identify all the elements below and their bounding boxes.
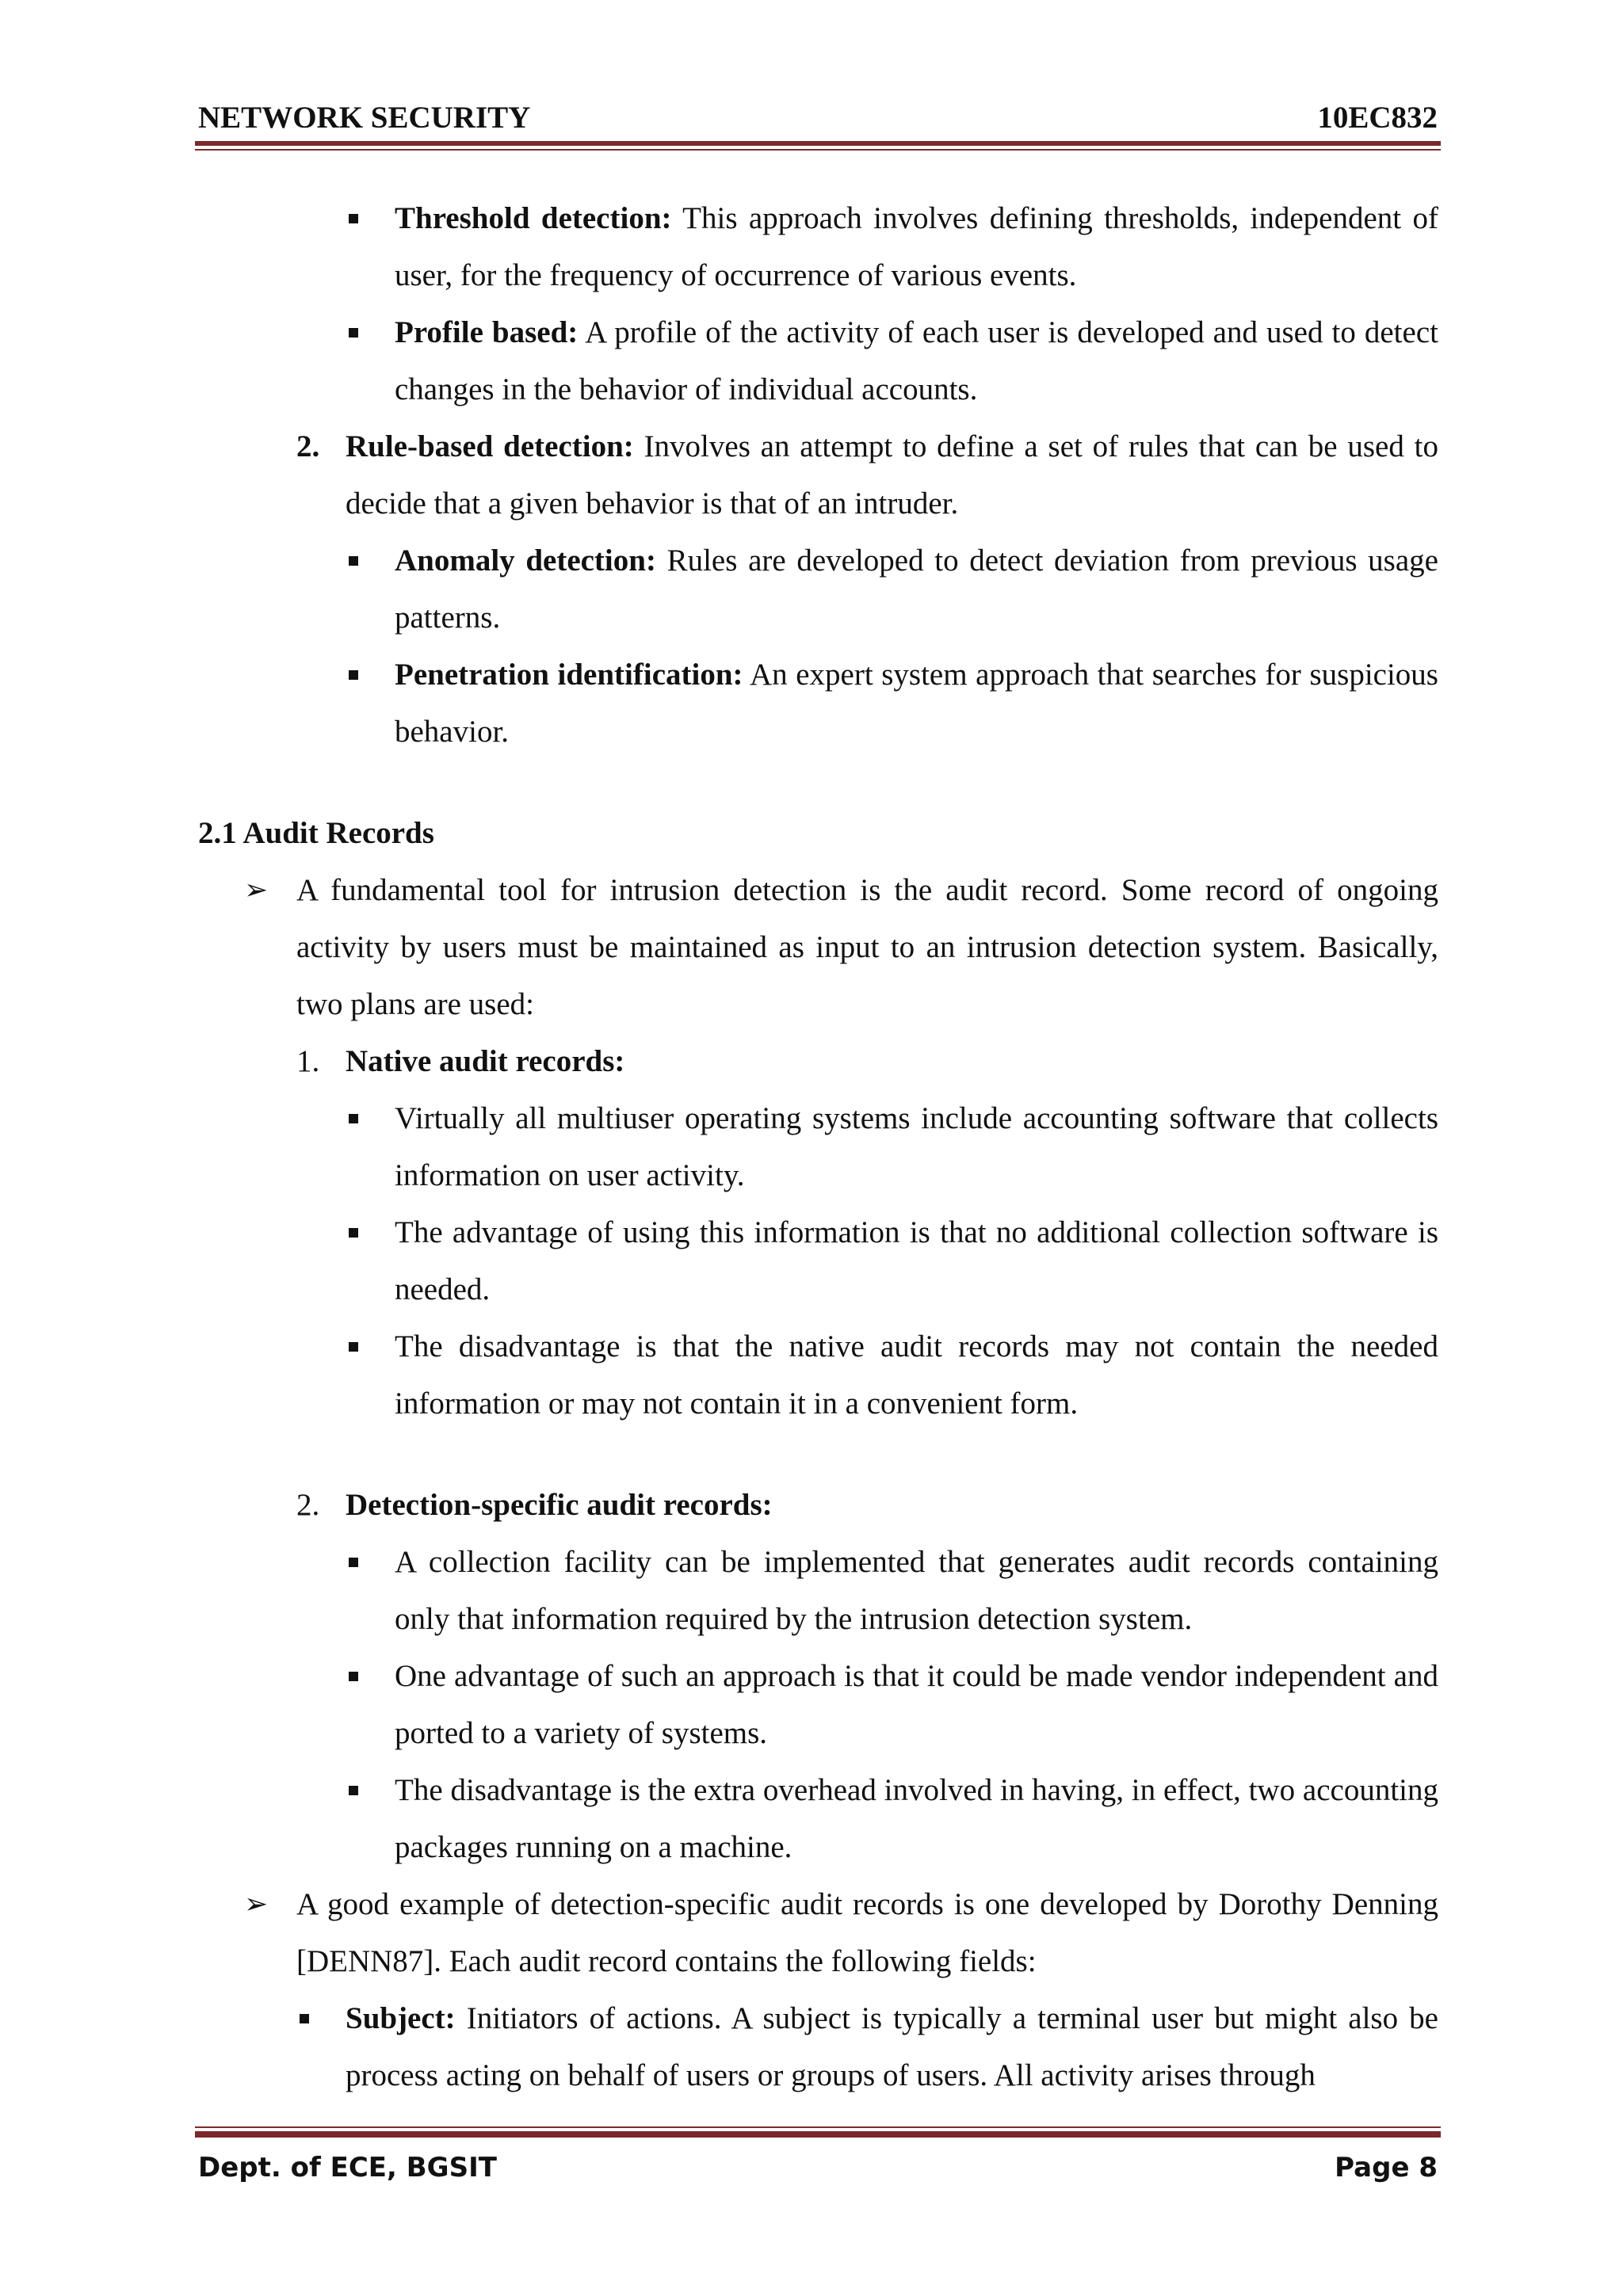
bullet-subject-field bbox=[198, 1990, 1438, 2104]
footer-department: Dept. of ECE, BGSIT bbox=[198, 2152, 497, 2183]
bullet-text: The disadvantage is the extra overhead involved in having, in effect, two accounting packages running on a machine. bbox=[395, 1773, 1438, 1864]
list-number: 1. bbox=[296, 1044, 320, 1078]
bullet-term: Penetration identification: bbox=[395, 658, 743, 692]
bullet-native-item bbox=[198, 1318, 1438, 1432]
bullet-text: Initiators of actions. A subject is typically a terminal user but might also be process acting on behalf of users or groups of users. All activity arises through bbox=[346, 2001, 1438, 2092]
page-header bbox=[198, 93, 1438, 141]
square-bullet-icon bbox=[349, 1672, 358, 1681]
bullet-text: An expert system approach that searches for suspicious behavior. bbox=[395, 658, 1438, 749]
arrow-paragraph-audit-record bbox=[198, 862, 1438, 1033]
footer-page-number: Page 8 bbox=[1335, 2152, 1438, 2183]
bullet-detection-item bbox=[198, 1648, 1438, 1762]
square-bullet-icon bbox=[349, 1786, 358, 1795]
paragraph-text: A fundamental tool for intrusion detection is the audit record. Some record of ongoing activity by users must be maintained as input to an intrusion detection system. Basically, two plans are used: bbox=[296, 873, 1438, 1021]
arrow-bullet-icon: ➢ bbox=[244, 1888, 269, 1920]
bullet-text: The disadvantage is that the native audit records may not contain the needed information or may not contain it in a convenient form. bbox=[395, 1329, 1438, 1421]
square-bullet-icon bbox=[349, 1228, 358, 1238]
arrow-paragraph-denning-example bbox=[198, 1876, 1438, 1990]
spacer bbox=[198, 1432, 1438, 1477]
bullet-native-item bbox=[198, 1090, 1438, 1204]
bullet-text: The advantage of using this information is that no additional collection software is needed. bbox=[395, 1215, 1438, 1306]
arrow-bullet-icon: ➢ bbox=[244, 874, 269, 906]
header-rule-thick bbox=[195, 141, 1441, 146]
bullet-text: Virtually all multiuser operating systems include accounting software that collects information on user activity. bbox=[395, 1101, 1438, 1192]
bullet-text: A collection facility can be implemented that generates audit records containing only that information required by the intrusion detection system. bbox=[395, 1545, 1438, 1636]
bullet-text: Rules are developed to detect deviation from previous usage patterns. bbox=[395, 543, 1438, 635]
header-title: NETWORK SECURITY bbox=[198, 100, 531, 135]
bullet-anomaly-detection bbox=[198, 532, 1438, 646]
square-bullet-icon bbox=[349, 214, 358, 223]
bullet-threshold-detection bbox=[198, 190, 1438, 304]
square-bullet-icon bbox=[300, 2014, 309, 2023]
numbered-detection-specific-audit-records bbox=[198, 1477, 1438, 1534]
list-label: Native audit records: bbox=[346, 1044, 625, 1078]
bullet-term: Anomaly detection: bbox=[395, 543, 656, 578]
numbered-rule-based-detection bbox=[198, 418, 1438, 532]
list-term: Rule-based detection: bbox=[346, 429, 634, 463]
bullet-text: This approach involves defining thresholds, independent of user, for the frequency of occurrence of various events. bbox=[395, 201, 1438, 292]
bullet-native-item bbox=[198, 1204, 1438, 1318]
page-body bbox=[198, 190, 1438, 2104]
bullet-text: A profile of the activity of each user is developed and used to detect changes in the behavior of individual accounts. bbox=[395, 315, 1438, 406]
list-label: Detection-specific audit records: bbox=[346, 1488, 773, 1522]
page-footer bbox=[198, 2144, 1438, 2191]
footer-rule-thick bbox=[195, 2131, 1441, 2138]
square-bullet-icon bbox=[349, 556, 358, 566]
header-course-code: 10EC832 bbox=[1317, 100, 1438, 135]
bullet-term: Profile based: bbox=[395, 315, 579, 349]
list-text: Involves an attempt to define a set of rules that can be used to decide that a given behavior is that of an intruder. bbox=[346, 429, 1438, 521]
numbered-native-audit-records bbox=[198, 1033, 1438, 1090]
square-bullet-icon bbox=[349, 328, 358, 338]
header-rule-thin bbox=[195, 149, 1441, 151]
paragraph-text: A good example of detection-specific audit records is one developed by Dorothy Denning [DENN87]. Each audit record contains the following fields: bbox=[296, 1887, 1438, 1978]
square-bullet-icon bbox=[349, 1558, 358, 1567]
spacer bbox=[198, 761, 1438, 805]
bullet-penetration-identification bbox=[198, 646, 1438, 761]
section-heading: 2.1 Audit Records bbox=[198, 816, 434, 850]
bullet-detection-item bbox=[198, 1534, 1438, 1648]
bullet-text: One advantage of such an approach is that it could be made vendor independent and ported to a variety of systems. bbox=[395, 1659, 1438, 1750]
bullet-term: Threshold detection: bbox=[395, 201, 672, 235]
bullet-detection-item bbox=[198, 1762, 1438, 1876]
bullet-profile-based bbox=[198, 304, 1438, 418]
bullet-term: Subject: bbox=[346, 2001, 456, 2035]
square-bullet-icon bbox=[349, 1342, 358, 1352]
footer-rule-thin bbox=[195, 2126, 1441, 2128]
list-number: 2. bbox=[296, 1488, 320, 1522]
square-bullet-icon bbox=[349, 1114, 358, 1123]
square-bullet-icon bbox=[349, 670, 358, 680]
list-number: 2. bbox=[296, 429, 320, 463]
